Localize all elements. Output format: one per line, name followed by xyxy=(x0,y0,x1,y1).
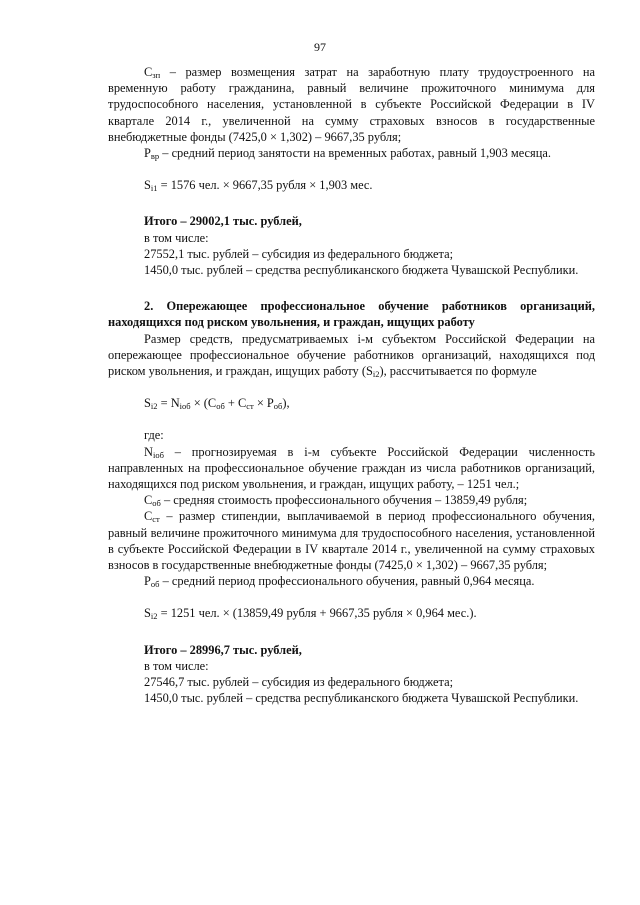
total-2: Итого – 28996,7 тыс. рублей, xyxy=(144,642,302,657)
definition-c-ob: $С_{об}$ – средняя стоимость профессионального обучения – 13859,49 рубля; xyxy=(144,493,528,509)
including-1: в том числе: xyxy=(144,230,209,245)
formula-si1: $S_{i1} = 1576$ чел. × 9667,35 рубля × 1,903 мес. xyxy=(144,178,373,194)
republic-funds-1: 1450,0 тыс. рублей – средства республиканского бюджета Чувашской Республики. xyxy=(144,263,579,278)
federal-subsidy-1: 27552,1 тыс. рублей – субсидия из федерального бюджета; xyxy=(144,246,454,261)
total-1: Итого – 29002,1 тыс. рублей, xyxy=(144,214,302,229)
paragraph-czp: $С_{зп}$ – размер возмещения затрат на заработную плату трудоустроенного на временную работу гражданина, равный величине прожиточного минимума для трудоспособного населения, установленной в субъекте Российской Федерации в IV квартале 2014 г., увеличенной на сумму страховых взносов в государственные внебюджетные фонды (7425,0 × 1,302) – 9667,35 рубля; xyxy=(108,65,595,144)
definition-c-st: $С_{ст}$ – размер стипендии, выплачиваемой в период профессионального обучения, равный величине прожиточного минимума для трудоспособного населения, установленной в субъекте Российской Федерации в IV квартале 2014 г., увеличенной на сумму страховых взносов в государственные внебюджетные фонды (7425,0 × 1,302) – 9667,35 рубля; xyxy=(108,509,595,573)
republic-funds-2: 1450,0 тыс. рублей – средства республиканского бюджета Чувашской Республики. xyxy=(144,691,579,706)
page-number: 97 xyxy=(314,40,326,54)
formula-si2-calculation: $S_{i2} = 1251$ чел. × (13859,49 рубля + 9667,35 рубля × 0,964 мес.). xyxy=(144,606,477,622)
paragraph-rvr: $Р_{вр}$ – средний период занятости на временных работах, равный 1,903 месяца. xyxy=(144,146,551,162)
definition-r-ob: $Р_{об}$ – средний период профессионального обучения, равный 0,964 месяца. xyxy=(144,574,535,590)
federal-subsidy-2: 27546,7 тыс. рублей – субсидия из федерального бюджета; xyxy=(144,675,454,690)
section-2-intro: Размер средств, предусматриваемых i-м субъектом Российской Федерации на опережающее профессиональное обучение работников организаций, находящихся под риском увольнения, и граждан, ищущих работу $(S_{i2})$, рассчитывается по формуле xyxy=(108,331,595,380)
section-2-heading: 2. Опережающее профессиональное обучение работников организаций, находящихся под риском увольнения, и граждан, ищущих работу xyxy=(108,299,595,330)
where-label: где: xyxy=(144,428,164,443)
formula-si2-definition: $S_{i2} = N_{iоб} \times (С_{об} + С_{ст} \times Р_{об})$, xyxy=(144,396,290,412)
including-2: в том числе: xyxy=(144,658,209,673)
definition-n-iob: $N_{iоб}$ – прогнозируемая в i-м субъекте Российской Федерации численность направленных на профессиональное обучение граждан из числа работников организаций, находящихся под риском увольнения, и граждан, ищущих работу, – 1251 чел.; xyxy=(108,444,595,492)
document-body xyxy=(108,64,595,707)
